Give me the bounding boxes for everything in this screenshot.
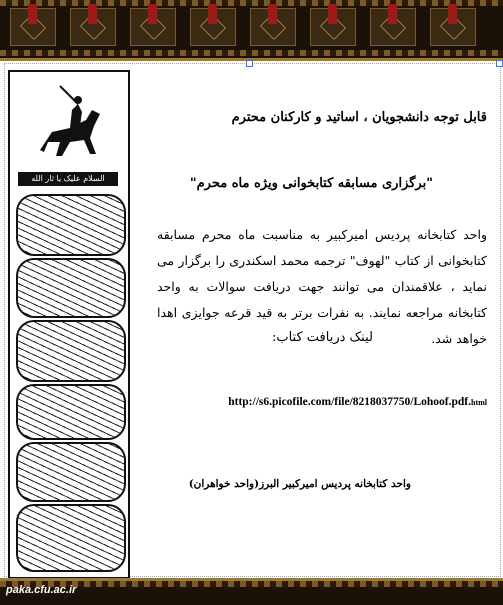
resize-handle[interactable] bbox=[246, 60, 253, 67]
calligraphy-cartouche bbox=[16, 194, 126, 256]
red-flag-icon bbox=[328, 4, 337, 24]
announcement-body: واحد کتابخانه پردیس امیرکبیر به مناسبت ماه محرم مسابقه کتابخوانی از کتاب "لهوف" ترجمه محمد اسکندری را برگزار می نماید ، علاقمندان می توانند جهت دریافت سوالات به واحد کتابخانه مراجعه نمایند. به نفرات برتر به قید قرعه جوایزی اهدا خواهد شد. bbox=[157, 227, 487, 346]
download-link[interactable] bbox=[228, 396, 487, 408]
top-decorative-banner bbox=[0, 0, 503, 61]
download-link-label: لینک دریافت کتاب: bbox=[271, 330, 373, 345]
red-flag-icon bbox=[388, 4, 397, 24]
calligraphy-cartouche bbox=[16, 504, 126, 572]
resize-handle[interactable] bbox=[496, 60, 503, 67]
calligraphy-plaque: السلام علیک یا ثار الله bbox=[18, 172, 118, 186]
signature: واحد کتابخانه پردیس امیرکبیر البرز(واحد خواهران) bbox=[188, 478, 411, 490]
banner-stripe-top bbox=[0, 0, 503, 6]
calligraphy-cartouche bbox=[16, 258, 126, 318]
red-flag-icon bbox=[208, 4, 217, 24]
banner-stripe-bottom bbox=[0, 50, 503, 56]
announcement-header: قابل توجه دانشجویان ، اساتید و کارکنان محترم bbox=[231, 110, 487, 125]
red-flag-icon bbox=[88, 4, 97, 24]
site-watermark: paka.cfu.ac.ir bbox=[6, 584, 77, 596]
red-flag-icon bbox=[448, 4, 457, 24]
red-flag-icon bbox=[148, 4, 157, 24]
calligraphy-panel bbox=[8, 70, 130, 579]
calligraphy-cartouche bbox=[16, 384, 126, 440]
red-flag-icon bbox=[268, 4, 277, 24]
announcement-title: "برگزاری مسابقه کتابخوانی ویژه ماه محرم" bbox=[189, 176, 433, 191]
horseman-silhouette-icon bbox=[30, 80, 108, 166]
red-flag-icon bbox=[28, 4, 37, 24]
calligraphy-cartouche bbox=[16, 320, 126, 382]
download-link-url-tail[interactable]: html bbox=[471, 398, 487, 407]
calligraphy-cartouche bbox=[16, 442, 126, 502]
download-link-url[interactable]: http://s6.picofile.com/file/8218037750/Lohoof.pdf. bbox=[228, 396, 471, 408]
